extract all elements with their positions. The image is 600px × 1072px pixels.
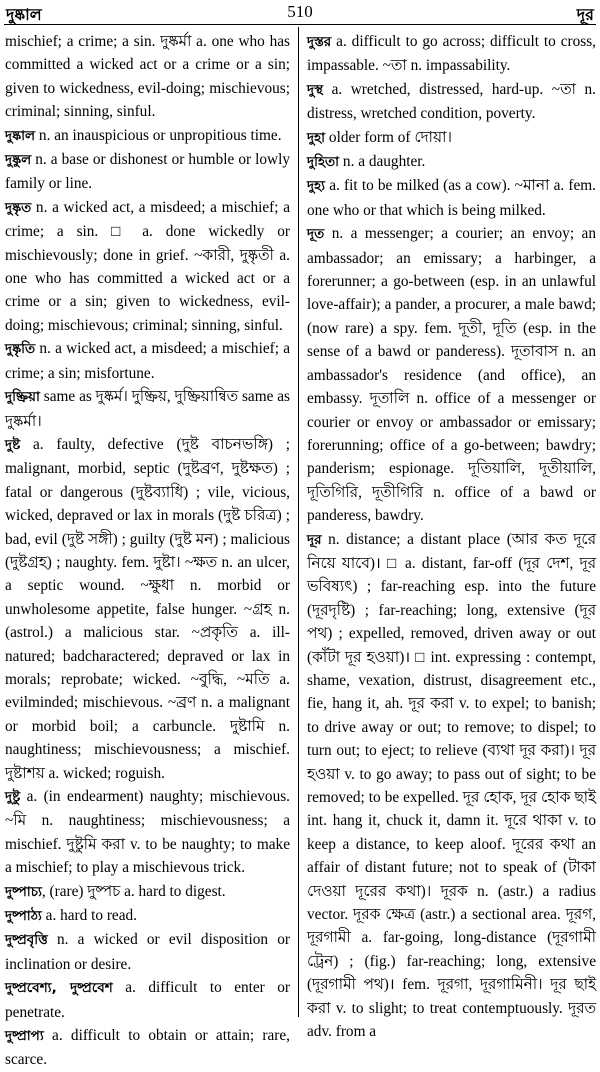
entry-definition: a. fit to be milked (as a cow). ~মানা a. fem. one who or that which is being milked. [307, 177, 596, 219]
entry-definition: , (rare) দুষ্পচ a. hard to digest. [41, 882, 226, 900]
dictionary-entry [307, 78, 596, 126]
dictionary-entry [5, 785, 290, 880]
entry-headword: দুস্তর [307, 34, 332, 50]
dictionary-entry [5, 124, 290, 148]
entry-headword: দুষ্ক্রিয়া [5, 389, 40, 406]
entry-definition: same as দুষ্কর্ম। দুষ্ক্রিয়, দুষ্ক্রিয়ান্বিত same as দুষ্কর্মা। [5, 388, 290, 430]
dictionary-entry [5, 880, 290, 904]
entry-definition: a. difficult to enter or penetrate. [5, 979, 290, 1021]
dictionary-entry [307, 222, 596, 527]
entry-headword: দুষ্টু [5, 789, 21, 805]
entry-definition: n. a base or dishonest or humble or lowly family or line. [5, 151, 290, 193]
header-right-guideword: দূর [576, 7, 594, 24]
entry-headword: দুষ্পাচ্য [5, 883, 42, 900]
entry-definition: n. a wicked act, a misdeed; a mischief; a crime; a sin; misfortune. [5, 340, 290, 382]
entry-definition: n. a wicked or evil disposition or inclination or desire. [5, 931, 290, 973]
header-left-guideword: দুষ্কাল [6, 7, 42, 24]
page-header [0, 0, 600, 26]
dictionary-entry [307, 528, 596, 1044]
dictionary-entry [307, 126, 596, 150]
entry-definition: a. (in endearment) naughty; mischievous. ~মি n. naughtiness; mischievousness; a mischief. দুষ্টুমি করা v. to be naughty; to make a mischief; to play a mischievous trick. [5, 788, 290, 877]
entry-definition: n. a messenger; a courier; an envoy; an ambassador; an emissary; a harbinger, a forerunner; a go-between (esp. in an unlawful love-affair); a pander, a procurer, a male bawd; (now rare) a spy. fem. দূতী, দূতি (esp. in the sense of a bawd or panderess). দূতাবাস n. an ambassador's residence (and office), an embassy. দূতালি n. office of a messenger or courier or envoy or ambassador or emissary; forerunning; office of a go-between; bawdry; panderism; espionage. দূতিয়ালি, দূতীয়ালি, দূতিগিরি, দূতীগিরি n. office of a bawd or panderess, bawdry. [307, 225, 596, 525]
entry-definition: n. distance; a distant place (আর কত দূরে নিয়ে যাবে)। □ a. distant, far-off (দূর দেশ, দূর ভবিষ্যৎ) ; far-reaching esp. into the future (দূরদৃষ্টি) ; far-reaching; long, extensive (দূর পথ) ; expelled, removed, driven away or out (কাঁটা দূর হওয়া)। □ int. expressing : contempt, shame, vexation, distrust, disagreement etc., fie, hang it, ah. দূর করা v. to expel; to banish; to drive away or out; to remove; to dispel; to turn out; to eject; to relieve (ব্যথা দূর করা)। দূর হওয়া v. to go away; to pass out of sight; to be removed; to be expelled. দূর হোক, দূর হোক ছাই int. hang it, chuck it, damn it. দূরে থাকা v. to keep a distance, to keep aloof. দূরের কথা an affair of distant future; not to speak of (টাকা দেওয়া দূরের কথা)। দূরক n. (astr.) a radius vector. দূরক ক্ষেত্র (astr.) a sectional area. দূরগ, দূরগামী a. far-going, long-distance (দূরগামী ট্রেন) ; (fig.) far-reaching; long, extensive (দূরগামী পথ)। fem. দূরগা, দূরগামিনী। দূর ছাই করা v. to slight; to treat contemptuously. দূরত adv. from a [307, 530, 596, 1041]
entry-definition: a. faulty, defective (দুষ্ট বাচনভঙ্গি) ; malignant, morbid, septic (দুষ্টব্রণ, দুষ্টক্ষত) ; fatal or dangerous (দুষ্টব্যাধি) ; vile, vicious, wicked, depraved or lax in morals (দুষ্ট চরিত্র) ; bad, evil (দুষ্ট সঙ্গী) ; guilty (দুষ্ট মন) ; malicious (দুষ্টগ্রহ) ; naughty. fem. দুষ্টা। ~ক্ষত n. an ulcer, a septic wound. ~ক্ষুধা n. morbid or unwholesome appetite, false hunger. ~গ্রহ n. (astrol.) a malicious star. ~প্রকৃতি a. ill-natured; badcharactered; depraved or lax in morals; reprobate; wicked. ~বুদ্ধি, ~মতি a. evilminded; mischievous. ~ব্রণ n. a malignant or morbid boil; a carbuncle. দুষ্টামি n. naughtiness; mischievousness; a mischief. দুষ্টাশয় a. wicked; roguish. [5, 435, 290, 782]
entry-headword: দুষ্ট [5, 436, 21, 453]
dictionary-entry [307, 150, 596, 174]
dictionary-entry [5, 30, 290, 124]
entry-headword: দুহিতা [307, 154, 340, 171]
entry-headword: দুষ্কৃতি [5, 341, 36, 358]
dictionary-entry [5, 1024, 290, 1072]
entry-definition: a. wretched, distressed, hard-up. ~তা n. distress, wretched condition, poverty. [307, 80, 596, 123]
entry-headword: দুষ্প্রবেশ্য, দুষ্প্রবেশ [5, 980, 113, 997]
entry-headword: দুষ্কৃত [5, 199, 32, 216]
entry-headword: দুষ্কুল [5, 152, 32, 169]
dictionary-entry [5, 433, 290, 785]
entry-definition: older form of দোয়া। [325, 128, 452, 146]
entry-headword: দুষ্প্রাপ্য [5, 1028, 44, 1045]
dictionary-entry [5, 976, 290, 1024]
dictionary-entry [5, 337, 290, 385]
dictionary-entry [307, 30, 596, 78]
entry-definition: a. difficult to go across; difficult to cross, impassable. ~তা n. impassability. [307, 33, 596, 75]
entry-headword: দুষ্কাল [5, 127, 36, 144]
entry-definition: a. difficult to obtain or attain; rare, scarce. [5, 1027, 290, 1069]
entry-headword: দুষ্পাঠ্য [5, 908, 42, 925]
entry-headword: দূত [307, 226, 325, 243]
entry-definition: a. hard to read. [41, 907, 137, 925]
entry-definition: n. a wicked act, a misdeed; a mischief; a crime; a sin. □ a. done wickedly or mischievously; done in grief. ~কারী, দুষ্কৃতী a. one who has committed a wicked act or a crime or a sin; given to wickedness, evil-doing; mischievous; criminal; sinning, sinful. [5, 198, 290, 334]
column-divider [298, 27, 299, 1017]
page-number: 510 [287, 2, 313, 21]
entry-headword: দুহ্য [307, 178, 326, 195]
dictionary-entry [5, 196, 290, 337]
dictionary-entry [5, 904, 290, 928]
entry-definition: n. a daughter. [339, 153, 426, 171]
right-column [307, 30, 596, 1041]
dictionary-entry [5, 385, 290, 433]
header-rule [4, 24, 596, 25]
entry-headword: দুস্থ [307, 81, 324, 98]
dictionary-entry [5, 928, 290, 976]
dictionary-entry [5, 148, 290, 196]
entry-headword: দূর [307, 531, 322, 548]
entry-definition: n. an inauspicious or unpropitious time. [35, 126, 282, 144]
entry-definition: mischief; a crime; a sin. দুষ্কর্মা a. one who has committed a wicked act or a crime or a sin; given to wickedness, evil-doing; mischievous; criminal; sinning, sinful. [5, 33, 290, 121]
entry-headword: দুহা [307, 129, 326, 146]
left-column [5, 30, 290, 1069]
entry-headword: দুষ্প্রবৃত্তি [5, 932, 48, 949]
dictionary-entry [307, 174, 596, 222]
